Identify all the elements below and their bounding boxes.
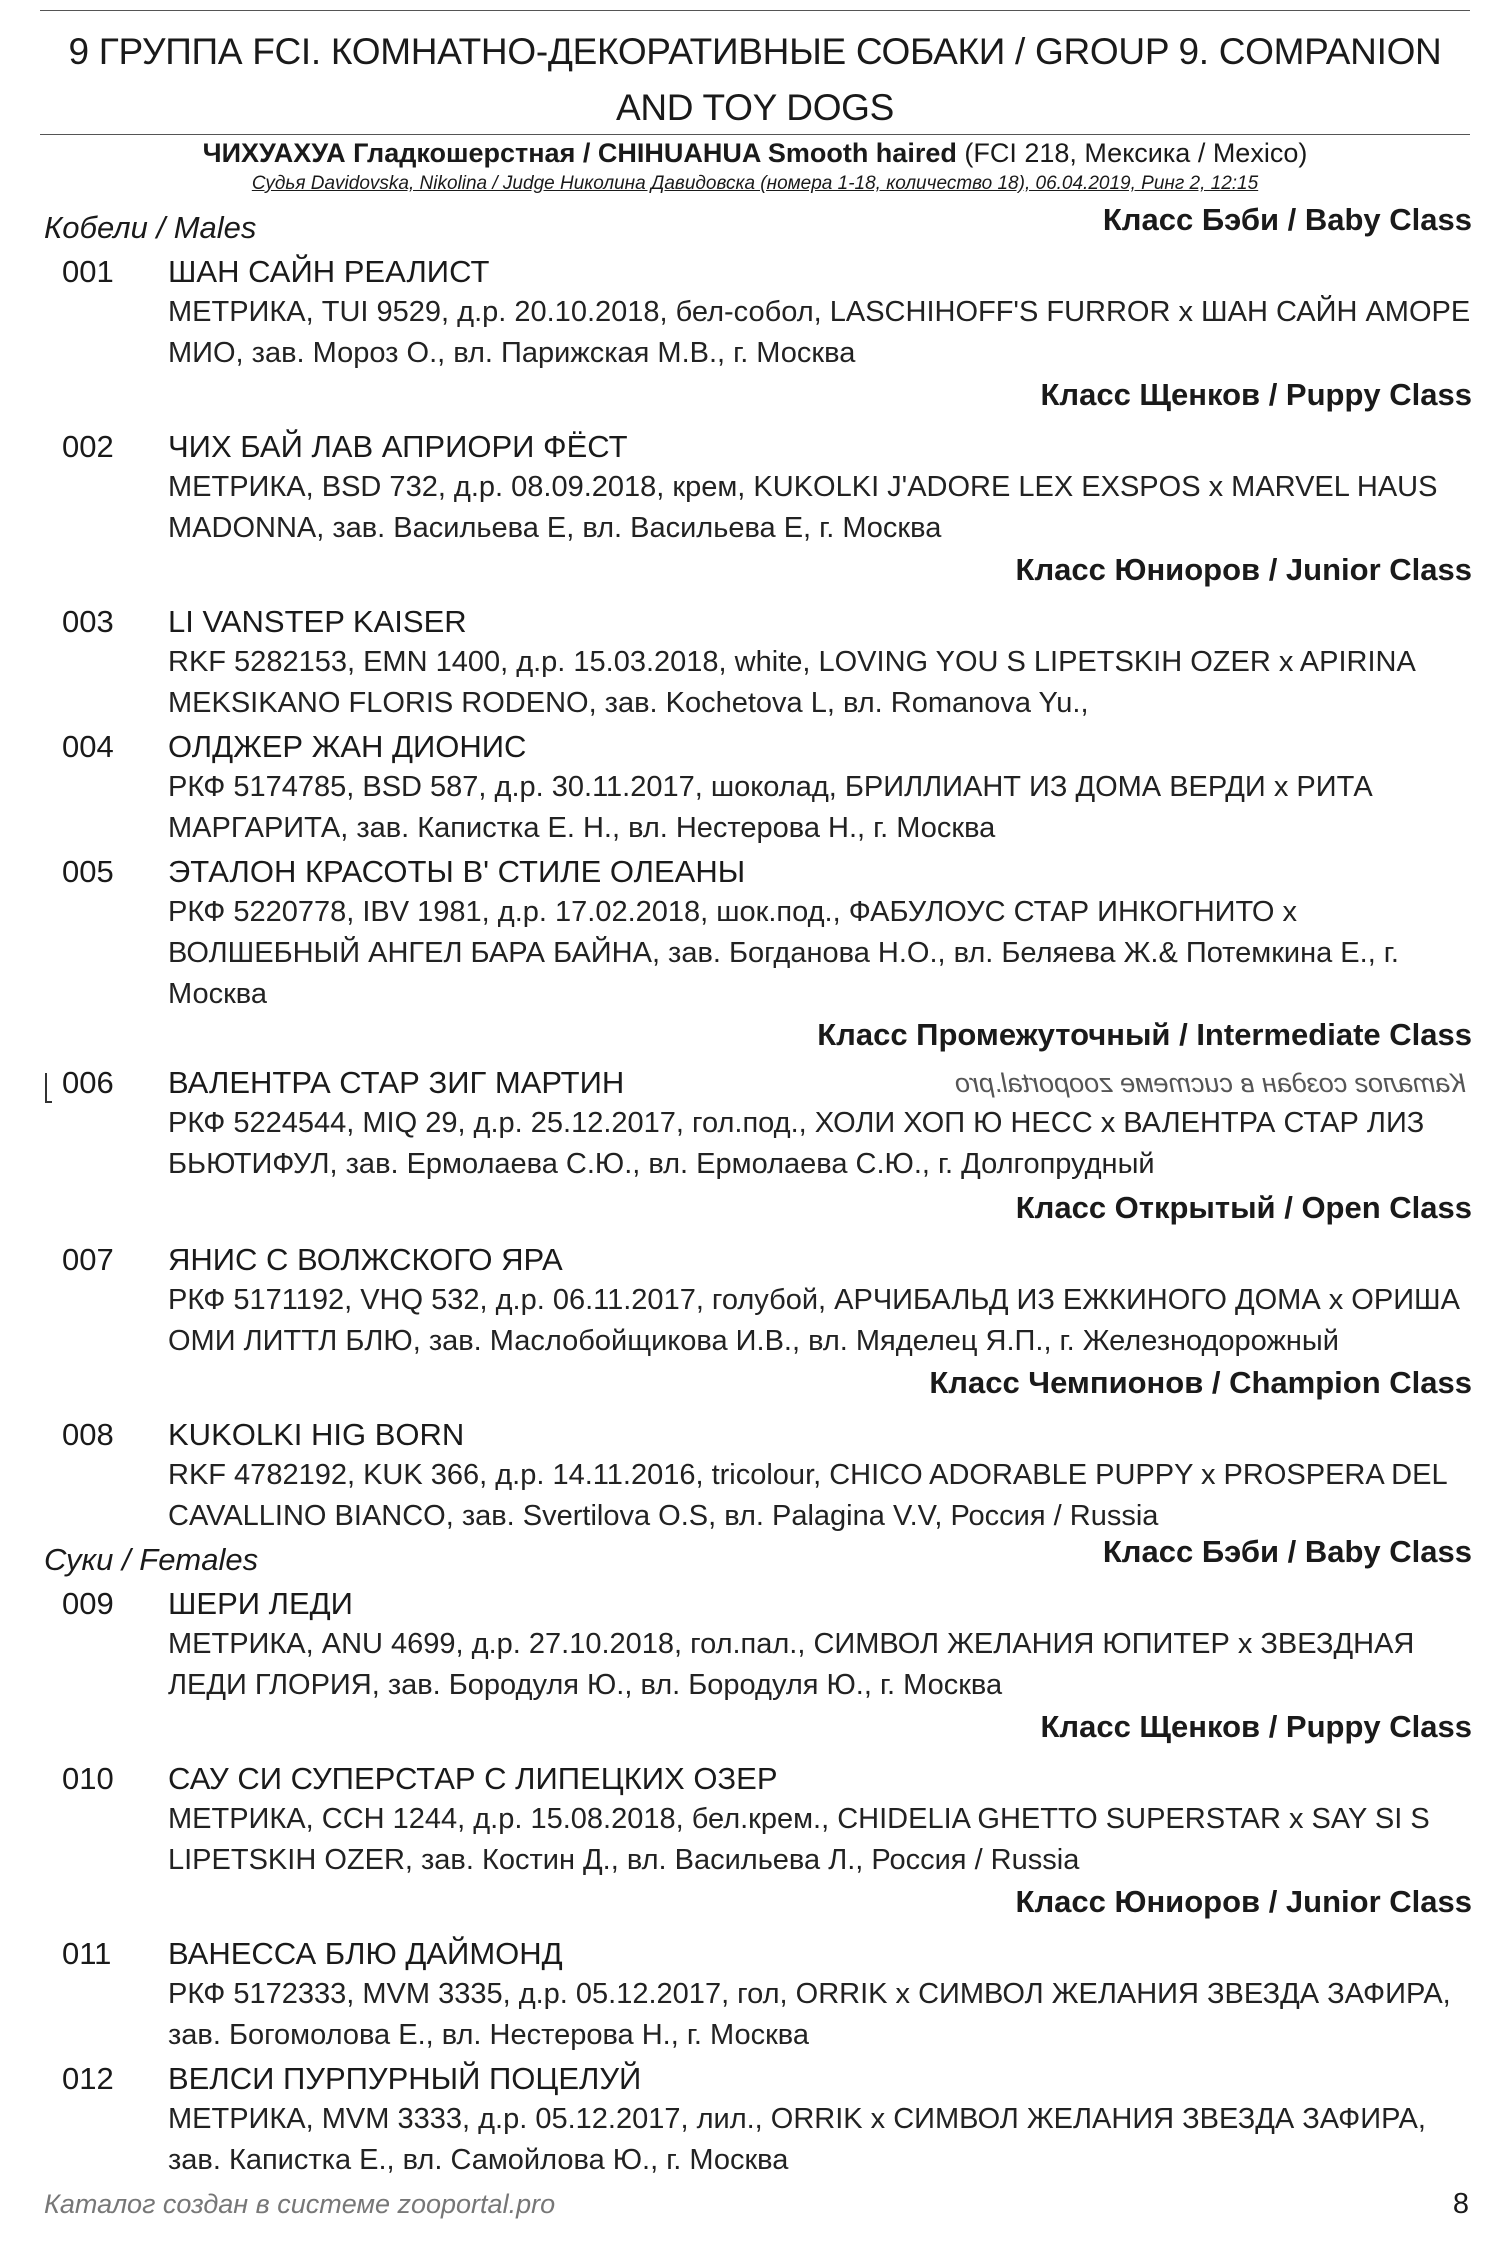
dog-description: РКФ 5174785, BSD 587, д.р. 30.11.2017, шоколад, БРИЛЛИАНТ ИЗ ДОМА ВЕРДИ x РИТА МАРГАРИТА, зав. Капистка Е. Н., вл. Нестерова Н., г. Москва [168, 771, 1373, 844]
dog-description: РКФ 5220778, IBV 1981, д.р. 17.02.2018, шок.под., ФАБУЛОУС СТАР ИНКОГНИТО x ВОЛШЕБНЫЙ АНГЕЛ БАРА БАЙНА, зав. Богданова Н.О., вл. Беляева Ж.& Потемкина Е., г. Москва [168, 896, 1399, 1010]
dog-name: ВАНЕССА БЛЮ ДАЙМОНД [168, 1936, 563, 1971]
class-heading: Класс Промежуточный / Intermediate Class [817, 1017, 1472, 1052]
dog-name: ЯНИС С ВОЛЖСКОГО ЯРА [168, 1242, 563, 1277]
class-heading: Класс Щенков / Puppy Class [1040, 377, 1472, 412]
entry-number: 006 [62, 1065, 114, 1100]
dog-description: РКФ 5172333, MVM 3335, д.р. 05.12.2017, гол, ORRIK x СИМВОЛ ЖЕЛАНИЯ ЗВЕЗДА ЗАФИРА, зав. Богомолова Е., вл. Нестерова Н., г. Москва [168, 1978, 1451, 2051]
class-heading: Класс Бэби / Baby Class [1102, 202, 1472, 237]
class-heading: Класс Чемпионов / Champion Class [929, 1365, 1472, 1400]
class-heading: Класс Бэби / Baby Class [1102, 1534, 1472, 1569]
mirrored-watermark: Каталог создан в системе zooportal.pro [955, 1068, 1467, 1098]
breed-info: (FCI 218, Мексика / Mexico) [956, 138, 1308, 168]
entry-number: 004 [62, 729, 114, 764]
dog-description: МЕТРИКА, BSD 732, д.р. 08.09.2018, крем, KUKOLKI J'ADORE LEX EXSPOS x MARVEL HAUS MADONNA, зав. Васильева Е, вл. Васильева Е, г. Москва [168, 471, 1438, 544]
entry-number: 010 [62, 1761, 114, 1796]
dog-name: ШЕРИ ЛЕДИ [168, 1586, 353, 1621]
dog-description: МЕТРИКА, ANU 4699, д.р. 27.10.2018, гол.пал., СИМВОЛ ЖЕЛАНИЯ ЮПИТЕР x ЗВЕЗДНАЯ ЛЕДИ ГЛОРИЯ, зав. Бородуля Ю., вл. Бородуля Ю., г. Москва [168, 1628, 1415, 1701]
dog-name: ВЕЛСИ ПУРПУРНЫЙ ПОЦЕЛУЙ [168, 2061, 642, 2096]
entry-number: 008 [62, 1417, 114, 1452]
title-rule [40, 134, 1470, 135]
entry-number: 012 [62, 2061, 114, 2096]
section-females: Суки / Females [44, 1542, 259, 1577]
entry-number: 002 [62, 429, 114, 464]
dog-name: LI VANSTEP KAISER [168, 604, 467, 639]
page-number: 8 [1452, 2188, 1469, 2220]
dog-description: RKF 5282153, EMN 1400, д.р. 15.03.2018, white, LOVING YOU S LIPETSKIH OZER x APIRINA MEKSIKANO FLORIS RODENO, зав. Kochetova L, вл. Romanova Yu., [168, 646, 1415, 719]
dog-name: ЧИХ БАЙ ЛАВ АПРИОРИ ФЁСТ [168, 429, 628, 464]
judge-line: Судья Davidovska, Nikolina / Judge Николина Давидовска (номера 1-18, количество 18), 06.04.2019, Ринг 2, 12:15 [251, 173, 1259, 194]
entry-number: 009 [62, 1586, 114, 1621]
class-heading: Класс Юниоров / Junior Class [1015, 552, 1472, 587]
entry-number: 003 [62, 604, 114, 639]
catalog-footer-note: Каталог создан в системе zooportal.pro [44, 2189, 556, 2219]
dog-name: ЭТАЛОН КРАСОТЫ В' СТИЛЕ ОЛЕАНЫ [168, 854, 746, 889]
entry-number: 005 [62, 854, 114, 889]
entry-number: 001 [62, 254, 114, 289]
breed-line [40, 136, 1470, 170]
dog-name: ШАН САЙН РЕАЛИСТ [168, 254, 490, 289]
entry-number: 007 [62, 1242, 114, 1277]
class-heading: Класс Открытый / Open Class [1015, 1190, 1472, 1225]
dog-description: МЕТРИКА, TUI 9529, д.р. 20.10.2018, бел-собол, LASCHIHOFF'S FURROR x ШАН САЙН АМОРЕ МИО, зав. Мороз О., вл. Парижская М.В., г. Москва [168, 296, 1471, 369]
breed-name: ЧИХУАХУА Гладкошерстная / CHIHUAHUA Smooth haired [202, 138, 957, 168]
dog-description: РКФ 5224544, MIQ 29, д.р. 25.12.2017, гол.под., ХОЛИ ХОП Ю НЕСС x ВАЛЕНТРА СТАР ЛИЗ БЬЮТИФУЛ, зав. Ермолаева С.Ю., вл. Ермолаева С.Ю., г. Долгопрудный [168, 1107, 1425, 1180]
entry-number: 011 [62, 1936, 112, 1971]
class-heading: Класс Юниоров / Junior Class [1015, 1884, 1472, 1919]
class-heading: Класс Щенков / Puppy Class [1040, 1709, 1472, 1744]
dog-name: KUKOLKI HIG BORN [168, 1417, 465, 1452]
dog-description: МЕТРИКА, MVM 3333, д.р. 05.12.2017, лил., ORRIK x СИМВОЛ ЖЕЛАНИЯ ЗВЕЗДА ЗАФИРА, зав. Капистка Е., вл. Самойлова Ю., г. Москва [168, 2103, 1426, 2176]
dog-description: МЕТРИКА, CCH 1244, д.р. 15.08.2018, бел.крем., CHIDELIA GHETTO SUPERSTAR x SAY SI S LIPETSKIH OZER, зав. Костин Д., вл. Васильева Л., Россия / Russia [168, 1803, 1430, 1876]
dog-name: САУ СИ СУПЕРСТАР С ЛИПЕЦКИХ ОЗЕР [168, 1761, 778, 1796]
dog-description: RKF 4782192, KUK 366, д.р. 14.11.2016, tricolour, CHICO ADORABLE PUPPY x PROSPERA DEL CAVALLINO BIANCO, зав. Svertilova O.S, вл. Palagina V.V, Россия / Russia [168, 1459, 1447, 1532]
dog-name: ВАЛЕНТРА СТАР ЗИГ МАРТИН [168, 1065, 625, 1100]
section-males: Кобели / Males [44, 210, 257, 245]
group-title: 9 ГРУППА FCI. КОМНАТНО-ДЕКОРАТИВНЫЕ СОБАКИ / GROUP 9. COMPANION AND TOY DOGS [68, 31, 1442, 128]
dog-description: РКФ 5171192, VHQ 532, д.р. 06.11.2017, голубой, АРЧИБАЛЬД ИЗ ЕЖКИНОГО ДОМА x ОРИША ОМИ ЛИТТЛ БЛЮ, зав. Маслобойщикова И.В., вл. Мяделец Я.П., г. Железнодорожный [168, 1284, 1460, 1357]
top-rule [40, 10, 1470, 11]
pen-mark [45, 1073, 52, 1103]
dog-name: ОЛДЖЕР ЖАН ДИОНИС [168, 729, 527, 764]
